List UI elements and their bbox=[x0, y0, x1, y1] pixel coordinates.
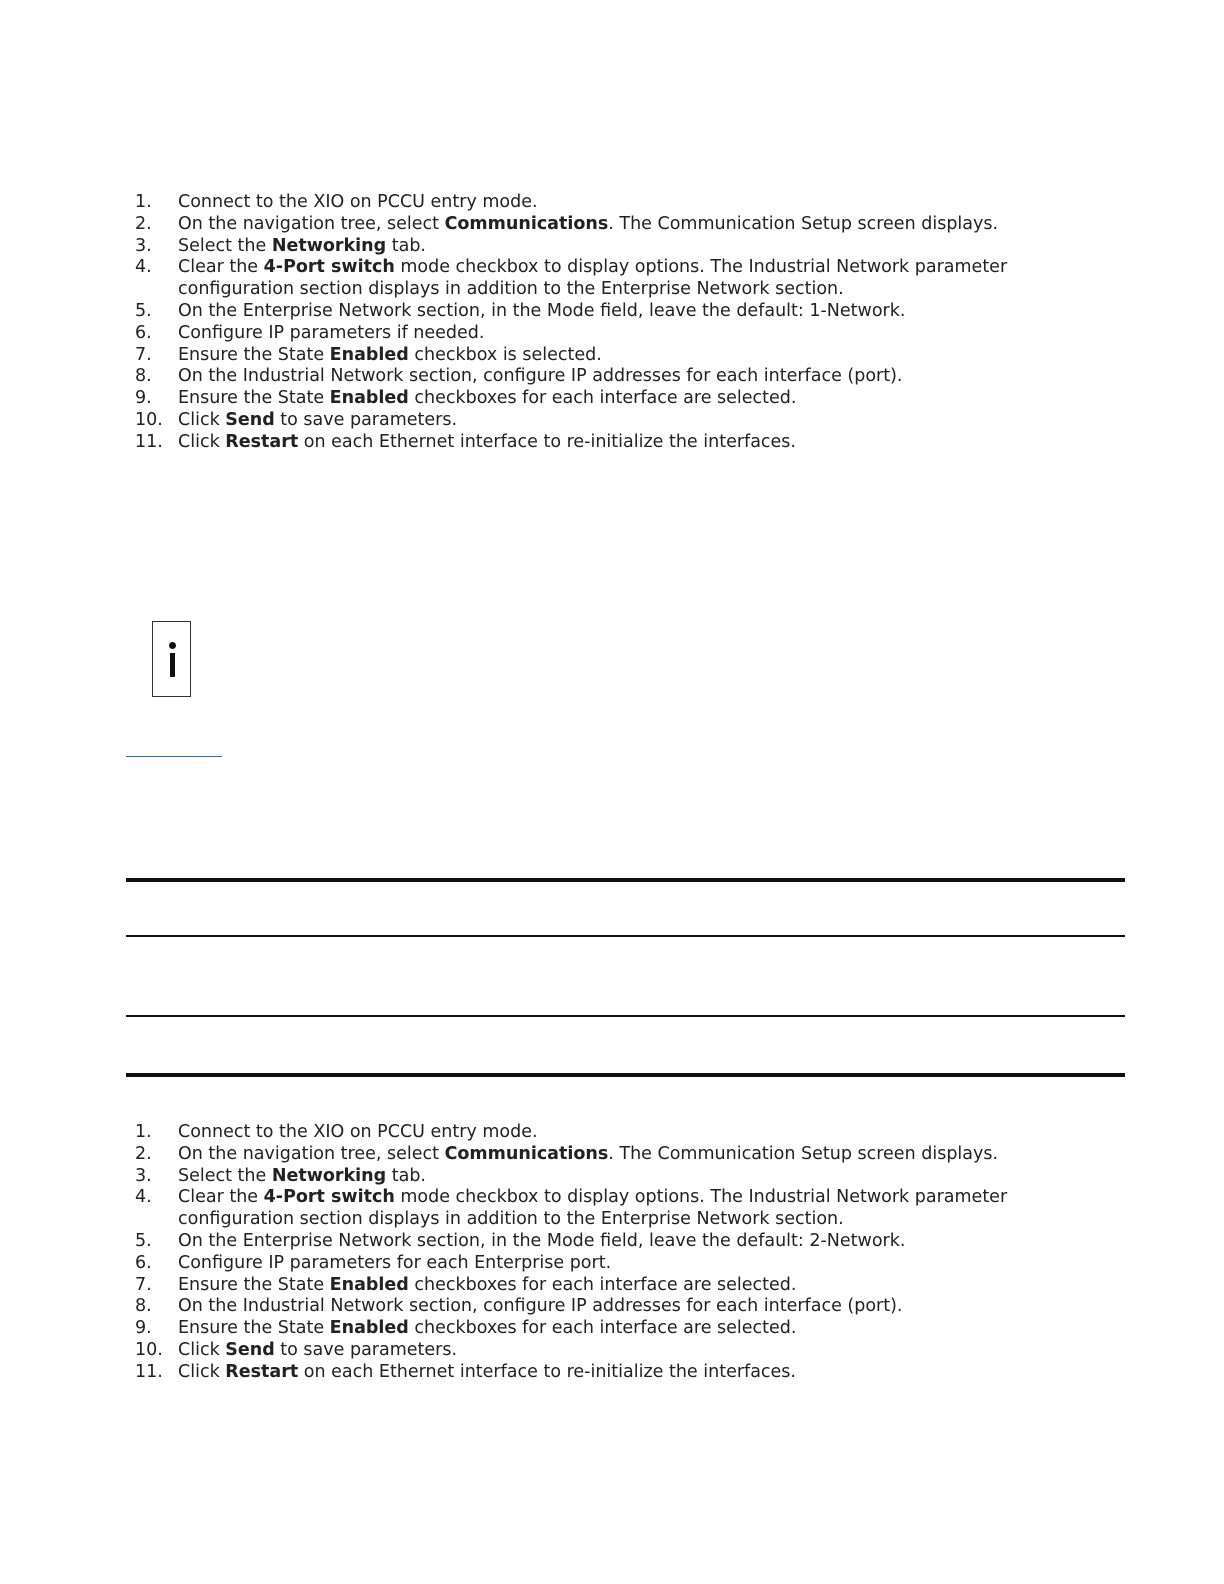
step-item bbox=[135, 1340, 1055, 1362]
step-text-run: . The Communication Setup screen displays. bbox=[608, 213, 999, 234]
ui-term: Networking bbox=[271, 1165, 387, 1186]
step-text bbox=[178, 1362, 796, 1382]
procedure-2-steps bbox=[135, 1122, 1055, 1384]
ui-term: Restart bbox=[225, 1361, 299, 1382]
step-number: 3. bbox=[135, 235, 152, 256]
step-number: 10. bbox=[135, 409, 163, 430]
step-number: 4. bbox=[135, 257, 152, 278]
step-text-run: Configure IP parameters if needed. bbox=[178, 322, 485, 343]
step-text bbox=[178, 1166, 426, 1186]
step-text bbox=[178, 366, 902, 386]
step-item bbox=[135, 410, 1055, 432]
table-top-rule bbox=[126, 878, 1125, 882]
step-text bbox=[178, 1253, 611, 1273]
step-text-run: Ensure the State bbox=[178, 1274, 330, 1295]
step-number: 5. bbox=[135, 300, 152, 321]
step-number: 9. bbox=[135, 388, 152, 409]
step-text-run: to save parameters. bbox=[274, 1339, 458, 1360]
step-text-run: Select the bbox=[178, 1165, 272, 1186]
ui-term: Send bbox=[225, 409, 275, 430]
step-text-run: On the navigation tree, select bbox=[178, 213, 445, 234]
step-number: 7. bbox=[135, 1274, 152, 1295]
ui-term: 4-Port switch bbox=[263, 1187, 395, 1208]
step-text bbox=[178, 214, 998, 234]
step-text-run: Click bbox=[178, 1339, 226, 1360]
step-text-run: Ensure the State bbox=[178, 344, 330, 365]
step-text bbox=[178, 257, 1007, 299]
step-text-run: tab. bbox=[386, 1165, 426, 1186]
step-item bbox=[135, 432, 1055, 454]
step-item bbox=[135, 1231, 1055, 1253]
step-text-run: checkboxes for each interface are selected. bbox=[408, 1274, 797, 1295]
step-text bbox=[178, 345, 602, 365]
step-text bbox=[178, 1296, 902, 1316]
info-icon-dot bbox=[169, 642, 176, 649]
ui-term: Communications bbox=[444, 213, 609, 234]
step-text-run: Clear the bbox=[178, 1187, 264, 1208]
step-text-run: Ensure the State bbox=[178, 1318, 330, 1339]
step-text bbox=[178, 301, 905, 321]
step-text bbox=[178, 1275, 796, 1295]
step-number: 6. bbox=[135, 322, 152, 343]
step-text-run: Ensure the State bbox=[178, 388, 330, 409]
step-item bbox=[135, 1144, 1055, 1166]
step-text-run: Click bbox=[178, 431, 226, 452]
step-text bbox=[178, 388, 796, 408]
step-text bbox=[178, 1144, 998, 1164]
step-text-run: mode checkbox to display options. The Industrial Network parameter configuration section displays in addition to the Enterprise Network section. bbox=[178, 1187, 1008, 1230]
ui-term: Send bbox=[225, 1339, 275, 1360]
step-number: 6. bbox=[135, 1252, 152, 1273]
step-item bbox=[135, 1318, 1055, 1340]
step-text-run: On the navigation tree, select bbox=[178, 1143, 445, 1164]
step-item bbox=[135, 1296, 1055, 1318]
step-number: 2. bbox=[135, 1143, 152, 1164]
table-bottom-rule bbox=[126, 1073, 1125, 1077]
step-item bbox=[135, 1253, 1055, 1275]
step-item bbox=[135, 323, 1055, 345]
step-number: 10. bbox=[135, 1339, 163, 1360]
ui-term: Enabled bbox=[329, 388, 409, 409]
step-item bbox=[135, 345, 1055, 367]
step-number: 4. bbox=[135, 1187, 152, 1208]
step-number: 11. bbox=[135, 1361, 163, 1382]
step-text-run: to save parameters. bbox=[274, 409, 458, 430]
step-text-run: On the Industrial Network section, configure IP addresses for each interface (port). bbox=[178, 366, 903, 387]
step-text-run: on each Ethernet interface to re-initialize the interfaces. bbox=[298, 1361, 796, 1382]
step-text-run: Connect to the XIO on PCCU entry mode. bbox=[178, 1122, 538, 1142]
step-number: 7. bbox=[135, 344, 152, 365]
step-number: 11. bbox=[135, 431, 163, 452]
ui-term: Enabled bbox=[329, 1274, 409, 1295]
info-icon bbox=[152, 621, 191, 697]
step-number: 5. bbox=[135, 1230, 152, 1251]
table-row-divider bbox=[126, 1015, 1125, 1017]
step-text bbox=[178, 1318, 796, 1338]
step-item bbox=[135, 388, 1055, 410]
step-text bbox=[178, 192, 538, 212]
step-item bbox=[135, 1166, 1055, 1188]
step-text-run: On the Enterprise Network section, in the Mode field, leave the default: 1-Network. bbox=[178, 300, 906, 321]
step-text-run: . The Communication Setup screen displays. bbox=[608, 1143, 999, 1164]
info-icon-stem bbox=[170, 653, 175, 677]
step-item bbox=[135, 257, 1055, 301]
ui-term: Restart bbox=[225, 431, 299, 452]
step-item bbox=[135, 236, 1055, 258]
step-text bbox=[178, 236, 426, 256]
step-item bbox=[135, 1187, 1055, 1231]
step-item bbox=[135, 214, 1055, 236]
step-text-run: Connect to the XIO on PCCU entry mode. bbox=[178, 192, 538, 212]
step-text bbox=[178, 1122, 538, 1142]
step-text-run: On the Enterprise Network section, in the Mode field, leave the default: 2-Network. bbox=[178, 1230, 906, 1251]
ui-term: Networking bbox=[271, 235, 387, 256]
step-text bbox=[178, 1231, 905, 1251]
step-text bbox=[178, 432, 796, 452]
step-text-run: checkboxes for each interface are selected. bbox=[408, 388, 797, 409]
step-text bbox=[178, 1187, 1007, 1229]
step-number: 1. bbox=[135, 1122, 152, 1142]
ui-term: Communications bbox=[444, 1143, 609, 1164]
step-text bbox=[178, 410, 457, 430]
step-number: 2. bbox=[135, 213, 152, 234]
step-text-run: checkboxes for each interface are selected. bbox=[408, 1318, 797, 1339]
ui-term: 4-Port switch bbox=[263, 257, 395, 278]
step-text-run: Click bbox=[178, 409, 226, 430]
link-underline[interactable] bbox=[126, 756, 222, 757]
step-text-run: on each Ethernet interface to re-initialize the interfaces. bbox=[298, 431, 796, 452]
step-number: 3. bbox=[135, 1165, 152, 1186]
step-text bbox=[178, 1340, 457, 1360]
step-text-run: Configure IP parameters for each Enterprise port. bbox=[178, 1252, 612, 1273]
ui-term: Enabled bbox=[329, 1318, 409, 1339]
step-text-run: tab. bbox=[386, 235, 426, 256]
step-item bbox=[135, 301, 1055, 323]
step-number: 8. bbox=[135, 1296, 152, 1317]
table-row-divider bbox=[126, 935, 1125, 937]
step-text-run: Clear the bbox=[178, 257, 264, 278]
ui-term: Enabled bbox=[329, 344, 409, 365]
step-item bbox=[135, 1362, 1055, 1384]
step-text-run: Select the bbox=[178, 235, 272, 256]
step-item bbox=[135, 366, 1055, 388]
step-number: 1. bbox=[135, 192, 152, 212]
step-text bbox=[178, 323, 484, 343]
step-item bbox=[135, 1275, 1055, 1297]
step-number: 8. bbox=[135, 366, 152, 387]
procedure-1-steps bbox=[135, 192, 1055, 454]
step-item bbox=[135, 192, 1055, 214]
step-text-run: checkbox is selected. bbox=[408, 344, 602, 365]
step-number: 9. bbox=[135, 1318, 152, 1339]
step-text-run: On the Industrial Network section, configure IP addresses for each interface (port). bbox=[178, 1296, 903, 1317]
step-text-run: Click bbox=[178, 1361, 226, 1382]
step-item bbox=[135, 1122, 1055, 1144]
step-text-run: mode checkbox to display options. The Industrial Network parameter configuration section displays in addition to the Enterprise Network section. bbox=[178, 257, 1008, 300]
